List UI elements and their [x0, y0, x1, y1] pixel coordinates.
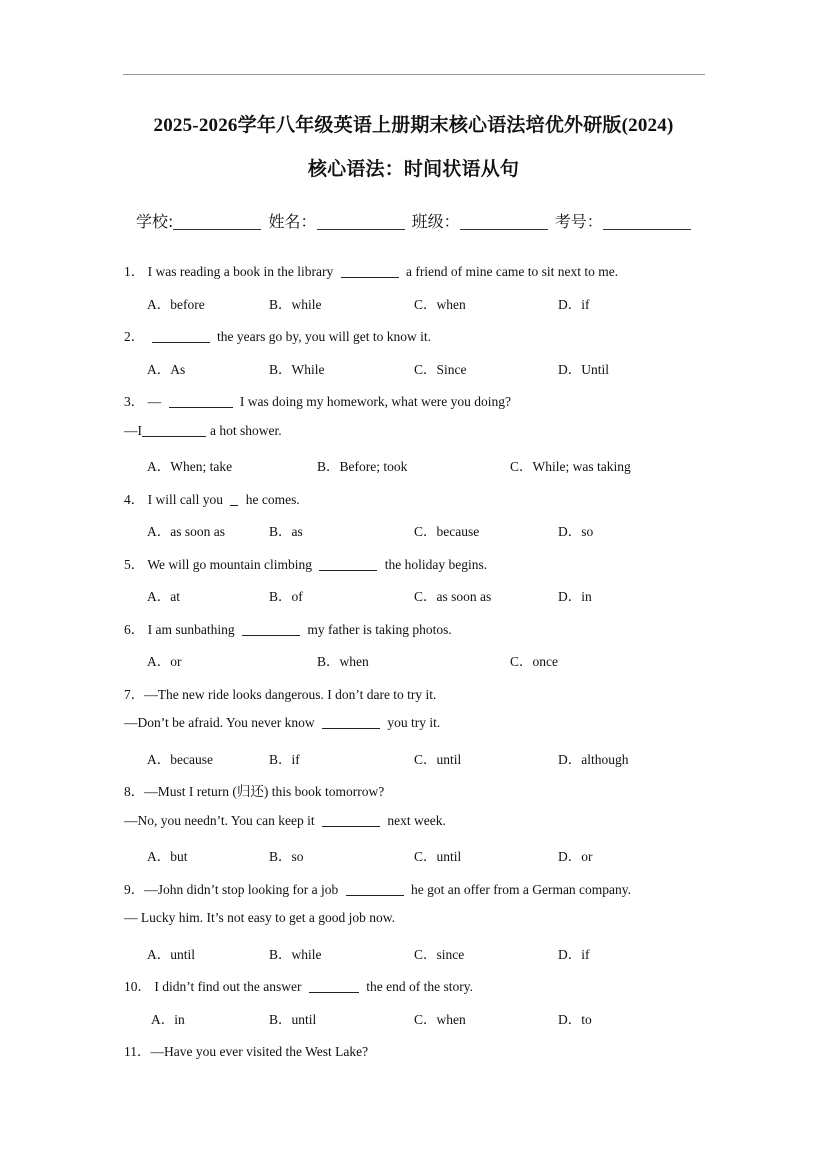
option-d[interactable]: D．to: [558, 1012, 592, 1027]
option-d[interactable]: D．if: [558, 947, 590, 962]
question-4: [124, 488, 300, 508]
exam-number-field[interactable]: [603, 213, 691, 230]
school-field[interactable]: [173, 213, 261, 230]
answer-blank[interactable]: [230, 493, 238, 506]
question-text: the end of the story.: [366, 979, 473, 994]
question-1: [124, 260, 618, 280]
question-2: [124, 325, 431, 345]
option-b[interactable]: B．so: [269, 849, 304, 864]
option-a[interactable]: A．As: [147, 362, 186, 377]
question-5: [124, 553, 487, 573]
name-label: 姓名：: [268, 212, 317, 231]
question-number: 5．: [124, 557, 145, 572]
option-b[interactable]: B．Before; took: [317, 459, 408, 474]
question-9: [124, 878, 631, 898]
name-field[interactable]: [317, 213, 405, 230]
option-b[interactable]: B．of: [269, 589, 303, 604]
answer-blank[interactable]: [322, 716, 380, 729]
answer-blank[interactable]: [319, 558, 377, 571]
option-a[interactable]: A．but: [147, 849, 188, 864]
question-text: he got an offer from a German company.: [411, 882, 632, 897]
question-text: —Have you ever visited the West Lake?: [150, 1044, 369, 1059]
question-text: a hot shower.: [210, 423, 282, 438]
option-d[interactable]: D．Until: [558, 362, 610, 377]
option-a[interactable]: A．in: [151, 1012, 185, 1027]
question-text: you try it.: [387, 715, 441, 730]
option-b[interactable]: B．While: [269, 362, 325, 377]
question-text: I will call you: [147, 492, 223, 507]
option-b[interactable]: B．until: [269, 1012, 317, 1027]
question-text: —: [147, 394, 162, 409]
question-number: 8．: [124, 784, 145, 799]
option-c[interactable]: C．until: [414, 849, 462, 864]
option-c[interactable]: C．Since: [414, 362, 467, 377]
option-c[interactable]: C．since: [414, 947, 465, 962]
question-7-reply: [124, 715, 440, 731]
option-a[interactable]: A．before: [147, 297, 205, 312]
option-c[interactable]: C．as soon as: [414, 589, 492, 604]
option-b[interactable]: B．as: [269, 524, 303, 539]
option-c[interactable]: C．once: [510, 654, 558, 669]
question-10: [124, 975, 473, 995]
question-text: —The new ride looks dangerous. I don’t dare to try it.: [144, 687, 437, 702]
question-6: [124, 618, 452, 638]
option-d[interactable]: D．so: [558, 524, 594, 539]
answer-blank[interactable]: [346, 883, 404, 896]
question-number: 11．: [124, 1044, 151, 1059]
question-text: —I: [124, 423, 142, 438]
question-text: We will go mountain climbing: [147, 557, 313, 572]
question-3-reply: [124, 423, 282, 439]
answer-blank[interactable]: [242, 623, 300, 636]
school-label: 学校:: [136, 212, 174, 231]
question-text: a friend of mine came to sit next to me.: [405, 264, 619, 279]
class-field[interactable]: [460, 213, 548, 230]
option-d[interactable]: D．if: [558, 297, 590, 312]
option-d[interactable]: D．in: [558, 589, 592, 604]
question-text: he comes.: [245, 492, 300, 507]
option-a[interactable]: A．as soon as: [147, 524, 225, 539]
question-11: [124, 1040, 368, 1060]
answer-blank[interactable]: [309, 980, 359, 993]
question-text: —No, you needn’t. You can keep it: [124, 813, 315, 828]
question-text: I didn’t find out the answer: [154, 979, 302, 994]
question-number: 7．: [124, 687, 145, 702]
question-text: I was reading a book in the library: [147, 264, 334, 279]
option-a[interactable]: A．until: [147, 947, 196, 962]
question-9-reply: [124, 910, 395, 926]
question-3: [124, 390, 511, 410]
student-info-row: [136, 209, 693, 232]
option-c[interactable]: C．because: [414, 524, 480, 539]
answer-blank[interactable]: [169, 395, 233, 408]
question-text: my father is taking photos.: [307, 622, 452, 637]
question-number: 3．: [124, 394, 145, 409]
question-8-reply: [124, 813, 446, 829]
question-text: I was doing my homework, what were you doing?: [239, 394, 511, 409]
question-text: I am sunbathing: [147, 622, 235, 637]
question-text: next week.: [387, 813, 446, 828]
question-number: 1．: [124, 264, 145, 279]
page-title: 2025-2026学年八年级英语上册期末核心语法培优外研版(2024): [153, 115, 674, 136]
option-d[interactable]: D．or: [558, 849, 593, 864]
class-label: 班级：: [411, 212, 460, 231]
question-number: 2．: [124, 329, 145, 344]
question-number: 6．: [124, 622, 145, 637]
question-text: —John didn’t stop looking for a job: [144, 882, 339, 897]
option-d[interactable]: D．although: [558, 752, 629, 767]
option-c[interactable]: C．While; was taking: [510, 459, 631, 474]
option-b[interactable]: B．if: [269, 752, 300, 767]
option-b[interactable]: B．while: [269, 947, 322, 962]
answer-blank[interactable]: [152, 330, 210, 343]
question-8: [124, 780, 384, 800]
question-7: [124, 683, 436, 703]
header-rule: [123, 74, 705, 75]
question-text: — Lucky him. It’s not easy to get a good job now.: [124, 910, 395, 925]
question-text: the years go by, you will get to know it.: [217, 329, 431, 344]
question-text: —Must I return (归还) this book tomorrow?: [144, 784, 385, 799]
option-a[interactable]: A．at: [147, 589, 180, 604]
question-text: —Don’t be afraid. You never know: [124, 715, 315, 730]
option-c[interactable]: C．when: [414, 1012, 466, 1027]
exam-number-label: 考号：: [554, 212, 603, 231]
option-c[interactable]: C．until: [414, 752, 462, 767]
question-number: 9．: [124, 882, 145, 897]
option-a[interactable]: A．or: [147, 654, 182, 669]
question-number: 10．: [124, 979, 151, 994]
question-text: the holiday begins.: [384, 557, 488, 572]
option-a[interactable]: A．because: [147, 752, 213, 767]
answer-blank[interactable]: [322, 814, 380, 827]
answer-blank[interactable]: [142, 424, 206, 437]
option-c[interactable]: C．when: [414, 297, 466, 312]
answer-blank[interactable]: [341, 265, 399, 278]
question-number: 4．: [124, 492, 145, 507]
option-b[interactable]: B．while: [269, 297, 322, 312]
option-b[interactable]: B．when: [317, 654, 369, 669]
option-a[interactable]: A．When; take: [147, 459, 233, 474]
page-subtitle: 核心语法：时间状语从句: [307, 159, 520, 180]
